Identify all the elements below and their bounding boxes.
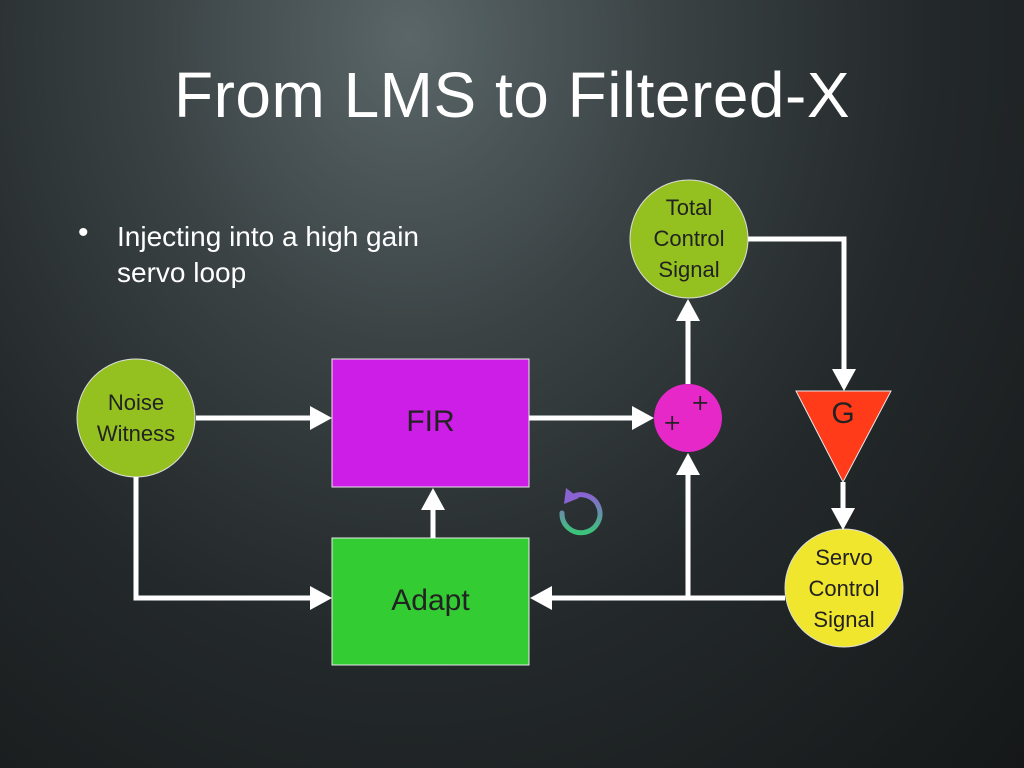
- bullet-text: Injecting into a high gain servo loop: [117, 221, 419, 288]
- arrow-into-gain: [832, 369, 856, 391]
- noise-to-adapt-line: [136, 477, 312, 598]
- fir-label: FIR: [406, 405, 455, 438]
- arrow-into-adapt-right: [530, 586, 552, 610]
- arrow-into-sum-left: [632, 406, 654, 430]
- arrow-into-total: [676, 299, 700, 321]
- total-control-signal-label: Total Control Signal: [653, 195, 725, 282]
- noise-witness-label: Noise Witness: [96, 390, 176, 446]
- sum-plus-left: +: [663, 411, 682, 436]
- slide-title: From LMS to Filtered-X: [173, 59, 851, 131]
- total-to-gain-line: [748, 239, 844, 372]
- loop-arrow-icon: [562, 488, 600, 533]
- arrow-into-servo: [831, 508, 855, 530]
- arrow-into-sum-bottom: [676, 453, 700, 475]
- arrow-into-fir: [310, 406, 332, 430]
- servo-control-signal-label: Servo Control Signal: [808, 545, 880, 632]
- bullet-marker: •: [78, 216, 89, 249]
- arrow-into-adapt: [310, 586, 332, 610]
- arrow-into-fir-bottom: [421, 488, 445, 510]
- sum-plus-upper: +: [691, 391, 710, 416]
- adapt-label: Adapt: [391, 584, 470, 617]
- gain-label: G: [831, 397, 855, 430]
- servo-to-sum-line: [688, 472, 785, 598]
